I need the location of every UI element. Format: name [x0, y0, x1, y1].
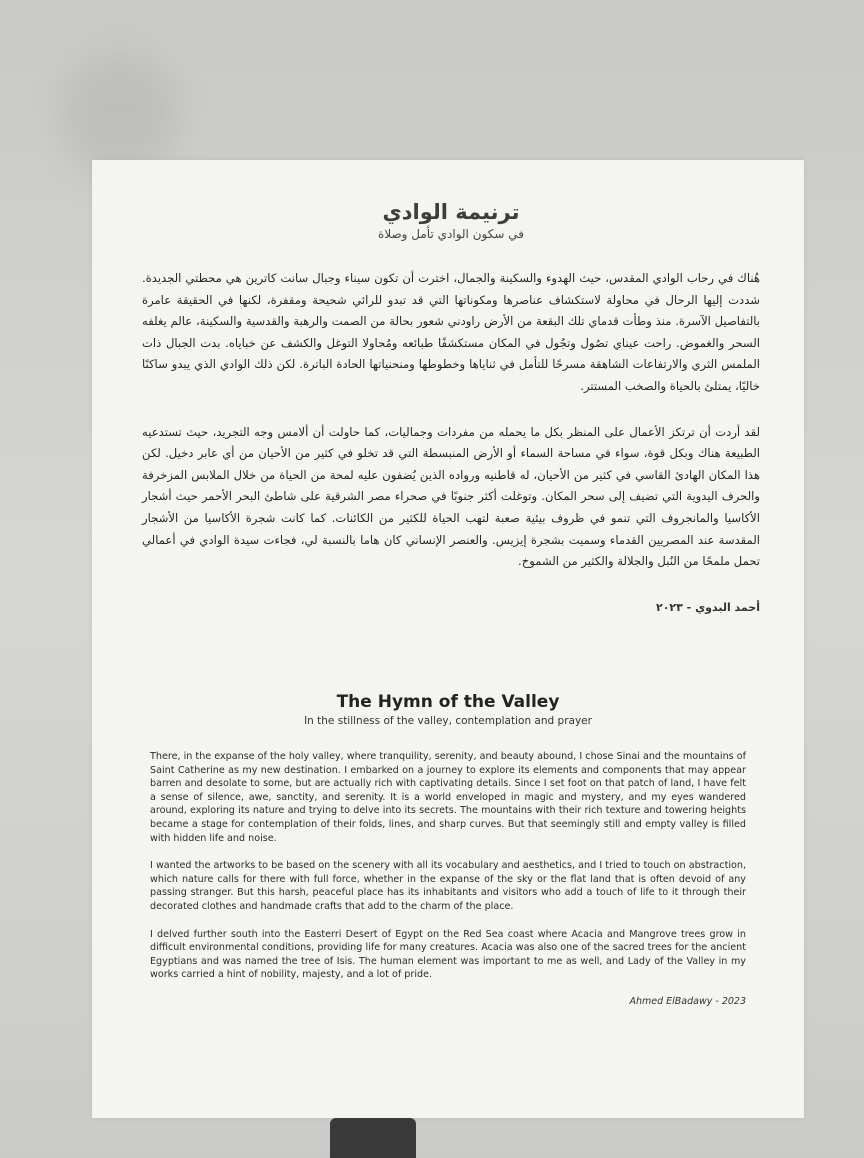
arabic-paragraph-1: هُناك في رحاب الوادي المقدس، حيث الهدوء والسكينة والجمال، اخترت أن تكون سيناء وجبال سانت كاترين هي محطتي الجديدة. شددت إليها الرحال في محاولة لاستكشاف عناصرها ومكوناتها التي قد تبدو للرائي شحيحة ومقفرة، لكنها في الحقيقة عامرة بالتفاصيل الآسرة. منذ وطأت قدماي تلك البقعة من الأرض راودني شعور بحالة من الصمت والرهبة والقدسية والسكينة، عالم يغلفه السحر والغموض. راحت عيناي تصُول وتجُول في المكان مستكشفًا طبائعه ومُحاولا التوغل والكشف عن خباياه. بدت الجبال ذات الملمس الثري والارتفاعات الشاهقة مسرحًا للتأمل في ثناياها وخطوطها ومنحنياتها الحادة الباترة. لكن ذلك الوادي الذي يبدو ساكنًا خاليًا، يمتلئ بالحياة والصخب المستتر. [142, 271, 760, 393]
arabic-signature: أحمد البدوي - ٢٠٢٣ [655, 600, 760, 614]
english-subtitle: In the stillness of the valley, contemplation and prayer [304, 715, 592, 727]
dark-object-bottom [330, 1118, 416, 1158]
arabic-title: ترنيمة الوادي [382, 200, 520, 224]
english-paragraph-3: I delved further south into the Easterri Desert of Egypt on the Red Sea coast where Acacia and Mangrove trees grow in difficult environmental conditions, providing life for many creatures. Acacia was also one of the sacred trees for the ancient Egyptians and was named the tree of Isis. The human element was important to me as well, and Lady of the Valley in my works carried a hint of nobility, majesty, and a lot of pride. [150, 928, 746, 981]
arabic-subtitle: في سكون الوادي تأمل وصلاة [378, 227, 524, 241]
english-text-block [150, 690, 746, 1007]
arabic-text-block [142, 198, 760, 614]
wall-text-panel [92, 160, 804, 1118]
english-paragraph-2: I wanted the artworks to be based on the scenery with all its vocabulary and aesthetics, and I tried to touch on abstraction, which nature calls for there with full force, whether in the expanse of the sky or the flat land that is often devoid of any passing stranger. But this harsh, peaceful place has its inhabitants and visitors who add a touch of life to it through their decorated clothes and handmade crafts that add to the charm of the place. [150, 860, 746, 912]
arabic-paragraph-2: لقد أردت أن ترتكز الأعمال على المنظر بكل ما يحمله من مفردات وجماليات، كما حاولت أن ألامس وجه التجريد، حيث تستدعيه الطبيعة هناك وبكل قوة، سواء في مساحة السماء أو الأرض المنبسطة التي قد تخلو في كثير من الأحيان من أي عابر دخيل. لكن هذا المكان الهادئ القاسي في كثير من الأحيان، له قاطنيه ورواده الذين يُضفون عليه لمحة من الحياة من خلال الملابس المزخرفة والحرف اليدوية التي تضيف إلى سحر المكان. وتوغلت أكثر جنوبًا في صحراء مصر الشرقية على شاطئ البحر الأحمر حيث أشجار الأكاسيا والمانجروف التي تنمو في ظروف بيئية صعبة لتهب الحياة للكثير من الكائنات. كما كانت شجرة الأكاسيا من الأشجار المقدسة عند المصريين القدماء وسميت بشجرة إيزيس. والعنصر الإنساني كان هاما بالنسبة لي، فجاءت سيدة الوادي في أعمالي تحمل ملمحًا من النُبل والجلالة والكثير من الشموخ. [142, 424, 760, 569]
english-title: The Hymn of the Valley [336, 692, 560, 712]
wall-shadow [60, 55, 180, 175]
english-paragraph-1: There, in the expanse of the holy valley, where tranquility, serenity, and beauty abound, I chose Sinai and the mountains of Saint Catherine as my new destination. I embarked on a journey to explore its elements and components that may appear barren and desolate to some, but are actually rich with captivating details. Since I set foot on that patch of land, I have felt a sense of silence, awe, sanctity, and serenity. It is a world enveloped in magic and mystery, and my eyes wandered around, exploring its nature and trying to delve into its secrets. The mountains with their rich texture and towering heights became a stage for contemplation of their folds, lines, and sharp curves. But that seemingly still and empty valley is filled with hidden life and noise. [150, 751, 746, 844]
english-signature: Ahmed ElBadawy - 2023 [629, 995, 746, 1007]
